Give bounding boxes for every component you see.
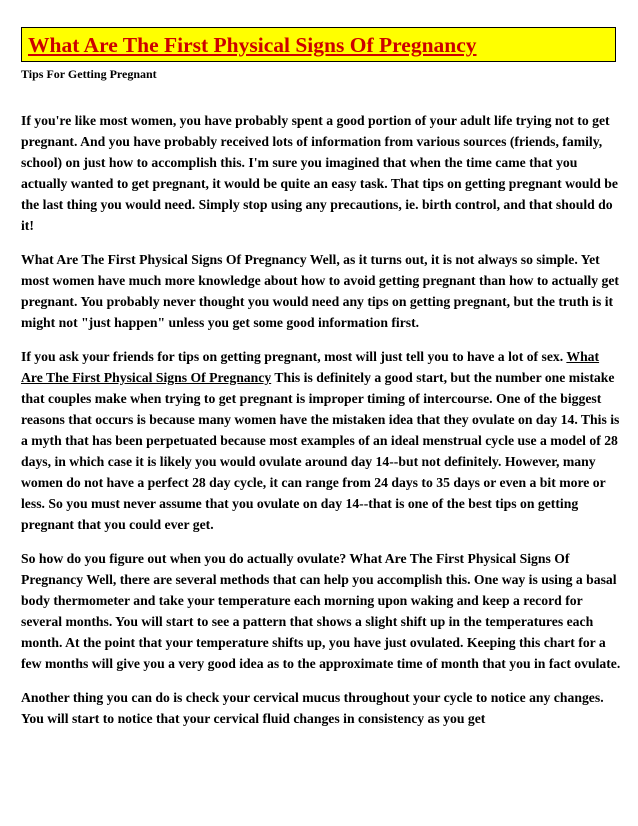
title-banner (21, 27, 616, 62)
paragraph-3 (21, 346, 621, 535)
paragraph-5: Another thing you can do is check your cervical mucus throughout your cycle to notice any changes. You will start to notice that your cervical fluid changes in consistency as you get (21, 690, 604, 726)
paragraph-1: If you're like most women, you have probably spent a good portion of your adult life trying not to get pregnant. And you have probably received lots of information from various sources (friends, family, school) on just how to accomplish this. I'm sure you imagined that when the time came that you actually wanted to get pregnant, it would be quite an easy task. That tips on getting pregnant would be the last thing you would need. Simply stop using any precautions, ie. birth control, and that should do it! (21, 113, 618, 233)
article-title-link[interactable]: What Are The First Physical Signs Of Pregnancy (21, 349, 600, 385)
paragraph-3-rest: This is definitely a good start, but the number one mistake that couples make when trying to get pregnant is improper timing of intercourse. One of the biggest reasons that occurs is because many women have the mistaken idea that they ovulate on day 14. This is a myth that has been perpetuated because most examples of an ideal menstrual cycle use a model of 28 days, in which case it is likely you would ovulate around day 14--but not definitely. However, many women do not have a perfect 28 day cycle, it can range from 24 days to 35 days or even a bit more or less. So you must never assume that you ovulate on day 14--that is one of the best tips on getting pregnant that you could ever get. (21, 370, 620, 532)
paragraph-3-start: If you ask your friends for tips on getting pregnant, most will just tell you to have a lot of sex. (21, 349, 567, 364)
article-body (21, 110, 621, 742)
paragraph-2: What Are The First Physical Signs Of Pregnancy Well, as it turns out, it is not always so simple. Yet most women have much more knowledge about how to avoid getting pregnant than how to actually get pregnant. You probably never thought you would need any tips on getting pregnant, but the truth is it might not "just happen" unless you get some good information first. (21, 252, 619, 330)
page-title: What Are The First Physical Signs Of Pregnancy (28, 33, 477, 57)
paragraph-4: So how do you figure out when you do actually ovulate? What Are The First Physical Signs Of Pregnancy Well, there are several methods that can help you accomplish this. One way is using a basal body thermometer and take your temperature each morning upon waking and keep a record for several months. You will start to see a pattern that shows a slight shift up in the temperatures each month. At the point that your temperature shifts up, you have just ovulated. Keeping this chart for a few months will give you a very good idea as to the approximate time of month that you in fact ovulate. (21, 551, 621, 671)
page-subtitle: Tips For Getting Pregnant (21, 67, 157, 81)
